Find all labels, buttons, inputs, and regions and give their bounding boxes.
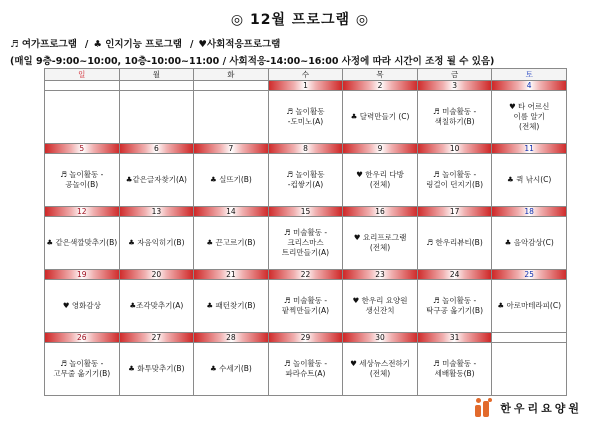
- date-cell: 27: [119, 333, 194, 343]
- date-cell: 9: [343, 144, 418, 154]
- activity-cell: ♣ 자음익히기(B): [119, 217, 194, 270]
- weekday-thu: 목: [343, 69, 418, 81]
- date-cell: 10: [417, 144, 492, 154]
- date-cell: [194, 81, 269, 91]
- legend-cognitive: ♣ 인지기능 프로그램: [93, 39, 182, 50]
- date-cell: 8: [268, 144, 343, 154]
- activity-cell: ♥ 한우리 다방 (전체): [343, 154, 418, 207]
- date-cell: 4: [492, 81, 567, 91]
- date-cell: [119, 81, 194, 91]
- activity-cell: ♣ 패턴찾기(B): [194, 280, 269, 333]
- legend-social: ♥사회적응프로그램: [198, 39, 281, 50]
- activity-cell: ♣ 끈고르기(B): [194, 217, 269, 270]
- date-cell: 26: [45, 333, 120, 343]
- activity-cell: ♬ 미술활동 - 세배활동(B): [417, 343, 492, 396]
- legend-separator: /: [84, 39, 89, 50]
- weekday-header-row: [45, 69, 567, 81]
- activity-cell: ♣ 아로마테라피(C): [492, 280, 567, 333]
- activity-row: [45, 343, 567, 396]
- activity-cell: ♬ 한우리뷰티(B): [417, 217, 492, 270]
- activity-cell: [45, 91, 120, 144]
- date-cell: 19: [45, 270, 120, 280]
- page-title: ◎ 12월 프로그램 ◎: [230, 12, 370, 28]
- activity-row: [45, 280, 567, 333]
- activity-cell: ♣ 달력만들기 (C): [343, 91, 418, 144]
- date-cell: 22: [268, 270, 343, 280]
- activity-cell: [492, 343, 567, 396]
- activity-cell: ♬ 미술활동 - 색칠하기(B): [417, 91, 492, 144]
- date-cell: 12: [45, 207, 120, 217]
- weekday-sat: 토: [492, 69, 567, 81]
- activity-cell: ♣조각맞추기(A): [119, 280, 194, 333]
- activity-cell: ♬ 놀이활동 - 파라슈트(A): [268, 343, 343, 396]
- date-cell: 28: [194, 333, 269, 343]
- program-legend: [10, 36, 283, 50]
- activity-row: [45, 154, 567, 207]
- activity-cell: ♥ 요리프로그램 (전체): [343, 217, 418, 270]
- activity-cell: ♬ 미술활동 - 크리스마스 트리만들기(A): [268, 217, 343, 270]
- date-cell: 16: [343, 207, 418, 217]
- date-cell: 15: [268, 207, 343, 217]
- legend-separator: /: [189, 39, 194, 50]
- weekday-mon: 월: [119, 69, 194, 81]
- weekday-tue: 화: [194, 69, 269, 81]
- date-cell: 3: [417, 81, 492, 91]
- date-cell: 31: [417, 333, 492, 343]
- activity-cell: ♥ 세상뉴스전하기 (전체): [343, 343, 418, 396]
- date-row: [45, 144, 567, 154]
- date-cell: 13: [119, 207, 194, 217]
- date-row: [45, 270, 567, 280]
- activity-cell: ♣ 같은색깔맞추기(B): [45, 217, 120, 270]
- legend-leisure: ♬ 여가프로그램: [10, 39, 77, 50]
- activity-cell: [194, 91, 269, 144]
- date-cell: 20: [119, 270, 194, 280]
- date-cell: 18: [492, 207, 567, 217]
- date-cell: 17: [417, 207, 492, 217]
- activity-row: [45, 91, 567, 144]
- date-cell: 21: [194, 270, 269, 280]
- schedule-note: (매일 9층-9:00~10:00, 10층-10:00~11:00 / 사회적응-14:00~16:00 사정에 따라 시간이 조정 될 수 있음): [10, 56, 495, 67]
- date-cell: 24: [417, 270, 492, 280]
- activity-cell: ♣ 화투맞추기(B): [119, 343, 194, 396]
- care-center-logo-icon: [474, 398, 494, 418]
- date-row: [45, 207, 567, 217]
- activity-cell: ♥ 타 어르신 이름 알기 (전체): [492, 91, 567, 144]
- date-cell: 11: [492, 144, 567, 154]
- date-cell: 5: [45, 144, 120, 154]
- activity-cell: ♥ 영화감상: [45, 280, 120, 333]
- date-cell: 2: [343, 81, 418, 91]
- weekday-fri: 금: [417, 69, 492, 81]
- org-name: 한우리요양원: [500, 402, 582, 415]
- activity-cell: ♬ 놀이활동 - 탁구공 옮기기(B): [417, 280, 492, 333]
- activity-cell: ♬ 놀이활동 - 공놀이(B): [45, 154, 120, 207]
- weekday-sun: 일: [45, 69, 120, 81]
- date-cell: 14: [194, 207, 269, 217]
- date-cell: 25: [492, 270, 567, 280]
- activity-cell: ♬ 놀이활동 -컵쌓기(A): [268, 154, 343, 207]
- calendar-table: [44, 68, 567, 396]
- weekday-wed: 수: [268, 69, 343, 81]
- activity-cell: ♣ 퀵 낚시(C): [492, 154, 567, 207]
- date-cell: 6: [119, 144, 194, 154]
- date-cell: 23: [343, 270, 418, 280]
- activity-cell: ♬ 놀이활동 - 링걸이 던지기(B): [417, 154, 492, 207]
- activity-cell: [119, 91, 194, 144]
- activity-cell: ♬ 놀이활동 -도미노(A): [268, 91, 343, 144]
- date-cell: 7: [194, 144, 269, 154]
- date-cell: [492, 333, 567, 343]
- activity-cell: ♣ 수세기(B): [194, 343, 269, 396]
- activity-cell: ♣같은글자찾기(A): [119, 154, 194, 207]
- activity-row: [45, 217, 567, 270]
- activity-cell: ♬ 미술활동 - 팥찍만들기(A): [268, 280, 343, 333]
- date-cell: 1: [268, 81, 343, 91]
- activity-cell: ♣ 실뜨기(B): [194, 154, 269, 207]
- date-cell: [45, 81, 120, 91]
- activity-cell: ♣ 음악감상(C): [492, 217, 567, 270]
- date-row: [45, 81, 567, 91]
- footer: [474, 398, 582, 418]
- date-cell: 30: [343, 333, 418, 343]
- date-cell: 29: [268, 333, 343, 343]
- date-row: [45, 333, 567, 343]
- activity-cell: ♥ 한우리 요양원 생신잔치: [343, 280, 418, 333]
- activity-cell: ♬ 놀이활동 - 고무줄 옮기기(B): [45, 343, 120, 396]
